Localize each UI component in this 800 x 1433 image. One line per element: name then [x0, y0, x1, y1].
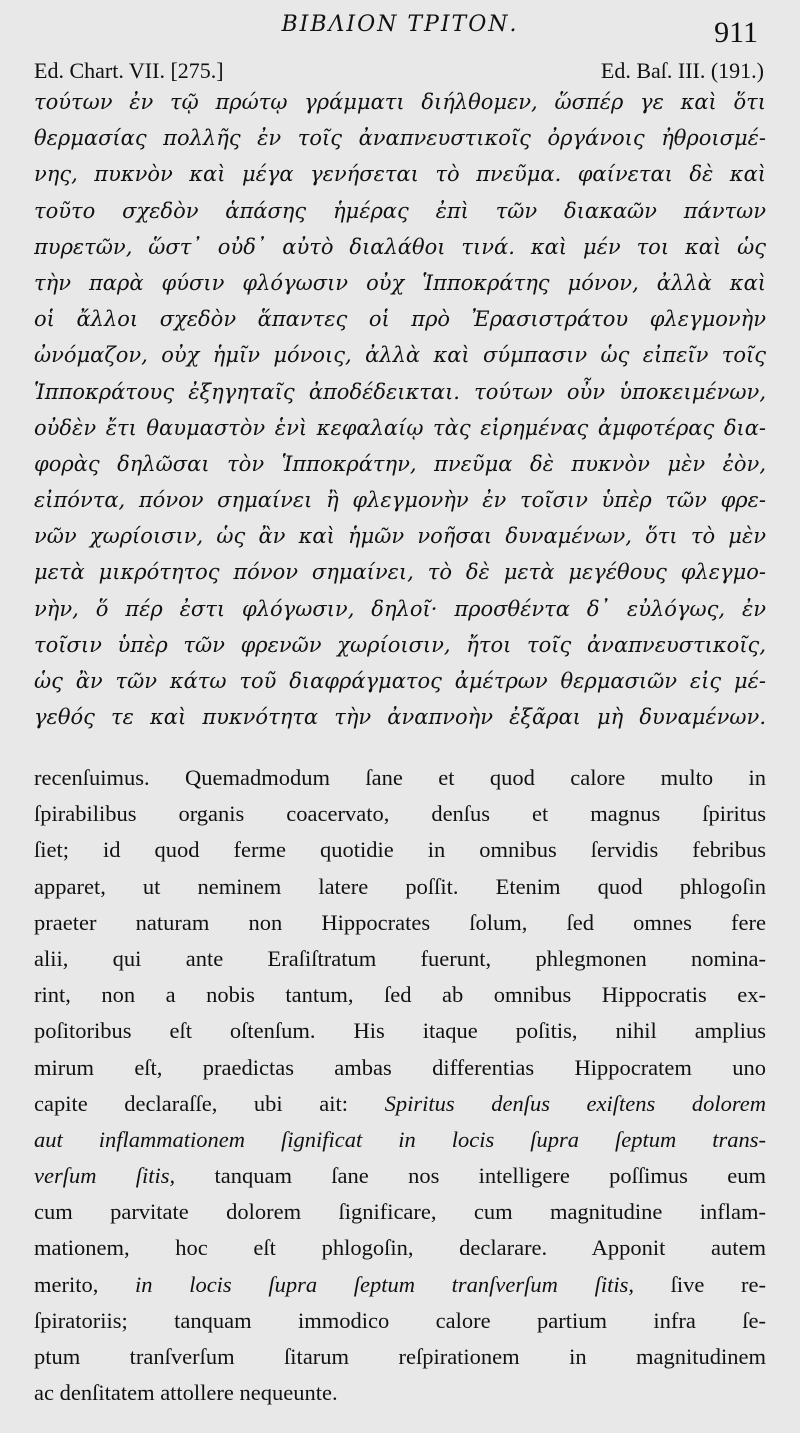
greek-line: τοῦτο σχεδὸν ἁπάσης ἡμέρας ἐπὶ τῶν διακαῶν πάντων [34, 198, 766, 223]
latin-segment: tanquam ſane nos intelligere poſſimus eum [175, 1163, 766, 1189]
latin-line [34, 941, 766, 977]
latin-line [34, 1050, 766, 1086]
latin-segment: ſiet; id quod ferme quotidie in omnibus ſervidis febribus [34, 837, 766, 863]
latin-quote-segment: Spiritus denſus exiſtens dolorem [384, 1090, 766, 1116]
greek-line: πυρετῶν, ὥστ᾽ οὐδ᾽ αὐτὸ διαλάθοι τινά. καὶ μέν τοι καὶ ὡς [34, 234, 766, 259]
latin-line [34, 1303, 766, 1339]
latin-line [34, 796, 766, 832]
latin-segment: rint, non a nobis tantum, ſed ab omnibus Hippocratis ex- [34, 982, 766, 1008]
latin-segment: ſive re- [633, 1271, 766, 1297]
latin-line [34, 1194, 766, 1230]
greek-text-block [34, 84, 766, 735]
latin-quote-segment: in locis ſupra ſeptum tranſverſum ſitis, [135, 1271, 634, 1297]
latin-line [34, 1267, 766, 1303]
latin-line [34, 1339, 766, 1375]
latin-line [34, 977, 766, 1013]
latin-segment: capite declaraſſe, ubi ait: [34, 1090, 385, 1116]
latin-line [34, 905, 766, 941]
edition-chartier: Ed. Chart. VII. [275.] [34, 58, 224, 83]
greek-line: εἰπόντα, πόνον σημαίνει ἢ φλεγμονὴν ἐν τοῖσιν ὑπὲρ τῶν φρε- [34, 488, 766, 513]
greek-line: τοῖσιν ὑπὲρ τῶν φρενῶν χωρίοισιν, ἤτοι τοῖς ἀναπνευστικοῖς, [34, 632, 766, 657]
greek-line: ὡς ἂν τῶν κάτω τοῦ διαφράγματος ἀμέτρων θερμασιῶν εἰς μέ- [34, 669, 766, 693]
latin-segment: apparet, ut neminem latere poſſit. Etenim quod phlogoſin [34, 873, 766, 899]
latin-line [34, 760, 766, 796]
greek-line: φορὰς δηλῶσαι τὸν Ἱπποκράτην, πνεῦμα δὲ πυκνὸν μὲν ἐὸν, [34, 451, 766, 476]
latin-line [34, 1375, 766, 1411]
greek-line: οὐδὲν ἔτι θαυμαστὸν ἑνὶ κεφαλαίῳ τὰς εἰρημένας ἀμφοτέρας δια- [34, 415, 766, 440]
latin-line [34, 869, 766, 905]
latin-quote-segment: verſum ſitis, [34, 1163, 176, 1189]
greek-line: νῶν χωρίοισιν, ὡς ἂν καὶ ἡμῶν νοῆσαι δυναμένων, ὅτι τὸ μὲν [34, 524, 766, 549]
latin-segment: ac denſitatem attollere nequeunte. [34, 1380, 338, 1406]
greek-line: ὠνόμαζον, οὐχ ἡμῖν μόνοις, ἀλλὰ καὶ σύμπασιν ὡς εἰπεῖν τοῖς [34, 343, 766, 368]
latin-text-block [34, 760, 766, 1411]
greek-line: τὴν παρὰ φύσιν φλόγωσιν οὐχ Ἱπποκράτης μόνον, ἀλλὰ καὶ [34, 270, 766, 295]
edition-basel: Ed. Baſ. III. (191.) [600, 58, 764, 83]
latin-segment: mationem, hoc eſt phlogoſin, declarare. Apponit autem [34, 1235, 766, 1261]
latin-line [34, 1086, 766, 1122]
greek-line: μετὰ μικρότητος πόνον σημαίνει, τὸ δὲ μετὰ μεγέθους φλεγμο- [34, 560, 766, 585]
latin-segment: merito, [34, 1271, 136, 1297]
latin-segment: mirum eſt, praedictas ambas differentias Hippocratem uno [34, 1054, 766, 1080]
greek-line: νης, πυκνὸν καὶ μέγα γενήσεται τὸ πνεῦμα. φαίνεται δὲ καὶ [34, 162, 766, 187]
latin-line [34, 1013, 766, 1049]
latin-segment: ſpiratoriis; tanquam immodico calore partium infra ſe- [34, 1307, 766, 1333]
latin-segment: cum parvitate dolorem ſignificare, cum magnitudine inflam- [34, 1199, 766, 1225]
latin-line [34, 1230, 766, 1266]
latin-quote-segment: aut inflammationem ſignificat in locis ſupra ſeptum trans- [34, 1126, 766, 1152]
greek-line: θερμασίας πολλῆς ἐν τοῖς ἀναπνευστικοῖς ὀργάνοις ἠθροισμέ- [34, 126, 766, 151]
latin-segment: praeter naturam non Hippocrates ſolum, ſed omnes fere [34, 909, 766, 935]
greek-line: Ἱπποκράτους ἐξηγηταῖς ἀποδέδεικται. τούτων οὖν ὑποκειμένων, [34, 379, 766, 404]
running-head: ΒΙΒΛΙΟΝ ΤΡΙΤΟΝ. [281, 12, 519, 37]
page-number: 911 [714, 16, 758, 49]
latin-line [34, 832, 766, 868]
latin-line [34, 1122, 766, 1158]
latin-segment: alii, qui ante Eraſiſtratum fuerunt, phlegmonen nomina- [34, 945, 766, 971]
greek-line: νὴν, ὅ πέρ ἐστι φλόγωσιν, δηλοῖ· προσθέντα δ᾽ εὐλόγως, ἐν [34, 596, 766, 621]
latin-segment: poſitoribus eſt oſtenſum. His itaque poſitis, nihil amplius [34, 1018, 766, 1044]
greek-line: οἱ ἄλλοι σχεδὸν ἅπαντες οἱ πρὸ Ἐρασιστράτου φλεγμονὴν [34, 307, 766, 332]
latin-line [34, 1158, 766, 1194]
greek-line: γεθός τε καὶ πυκνότητα τὴν ἀναπνοὴν ἐξᾶραι μὴ δυναμένων. [34, 705, 766, 730]
latin-segment: ptum tranſverſum ſitarum reſpirationem in magnitudinem [34, 1344, 766, 1369]
latin-segment: ſpirabilibus organis coacervato, denſus et magnus ſpiritus [34, 801, 766, 827]
greek-line: τούτων ἐν τῷ πρώτῳ γράμματι διήλθομεν, ὥσπέρ γε καὶ ὅτι [34, 90, 766, 114]
latin-segment: recenſuimus. Quemadmodum ſane et quod calore multo in [34, 765, 766, 790]
